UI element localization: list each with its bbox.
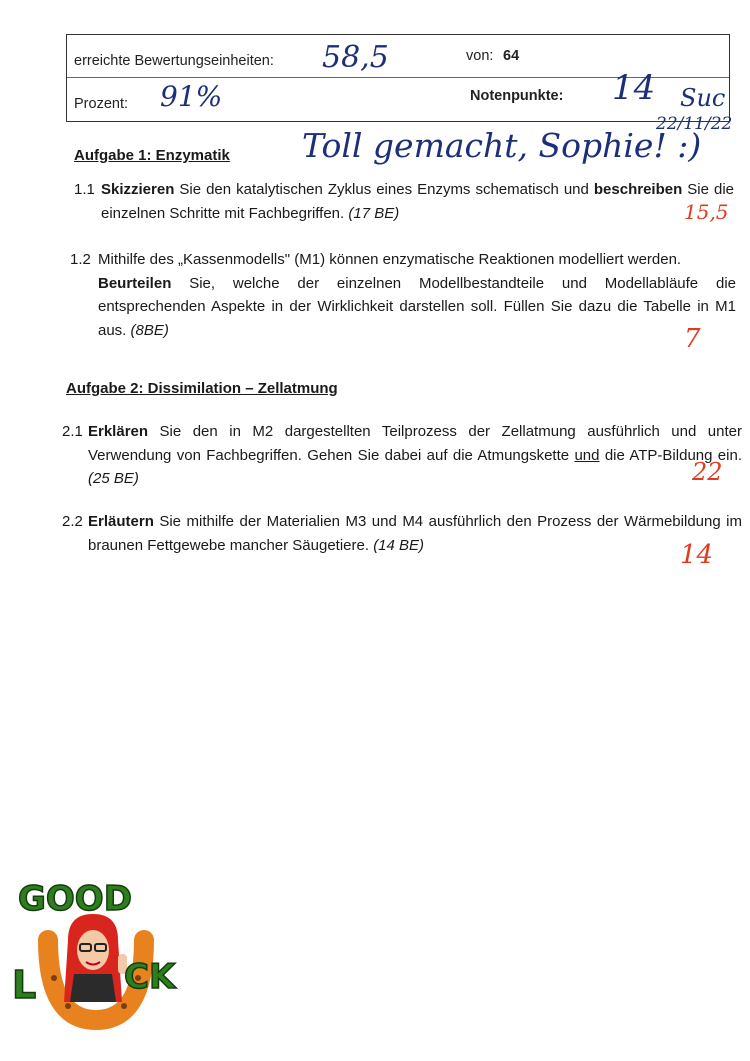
task-text: Sie, welche der einzelnen Modellbestandteile und Modellabläufe die entsprechenden Aspekte in der Wirklichkeit darstellen soll. Füllen Sie dazu die Tabelle in M1 aus. bbox=[98, 274, 736, 339]
percent-label: Prozent: bbox=[74, 96, 128, 112]
task-points: (17 BE) bbox=[348, 204, 400, 222]
task-1-2-score: 7 bbox=[684, 324, 701, 354]
of-label: von: bbox=[466, 48, 494, 64]
task-2-2 bbox=[62, 510, 742, 560]
svg-text:L: L bbox=[12, 963, 37, 1007]
task-points: (8BE) bbox=[130, 321, 169, 339]
grade-value: 14 bbox=[612, 68, 656, 108]
task-text: Sie den katalytischen Zyklus eines Enzyms schematisch und bbox=[174, 181, 594, 198]
section1-heading: Aufgabe 1: Enzymatik bbox=[74, 147, 230, 164]
task-operator: Erklären bbox=[88, 423, 149, 440]
task-text: Sie den in M2 dargestellten Teilprozess der Zellatmung ausführlich und unter Verwendung von Fachbegriffen. Gehen Sie dabei auf die Atmungskette bbox=[88, 423, 742, 464]
task-1-1-score: 15,5 bbox=[684, 200, 729, 224]
points-label: erreichte Bewertungseinheiten: bbox=[74, 53, 274, 69]
grader-initials: Suc bbox=[680, 84, 726, 112]
task-2-2-score: 14 bbox=[680, 540, 714, 570]
task-points: (25 BE) bbox=[88, 470, 139, 487]
task-operator: Skizzieren bbox=[101, 181, 175, 198]
task-text-continued: Sie die einzelnen Schritte mit Fachbegriffen. bbox=[101, 181, 734, 222]
good-luck-sticker bbox=[8, 870, 183, 1030]
grading-date: 22/11/22 bbox=[656, 114, 733, 134]
task-points: (14 BE) bbox=[373, 536, 425, 554]
task-underlined-word: und bbox=[574, 446, 600, 464]
task-2-1-score: 22 bbox=[692, 458, 723, 486]
task-operator: Erläutern bbox=[88, 513, 154, 530]
task-text: Sie mithilfe der Materialien M3 und M4 ausführlich den Prozess der Wärmebildung im braunen Fettgewebe mancher Säugetiere. bbox=[88, 513, 742, 554]
task-number: 2.1 bbox=[62, 423, 83, 440]
task-number: 1.2 bbox=[70, 251, 91, 268]
teacher-comment: Toll gemacht, Sophie! :) bbox=[302, 126, 702, 165]
points-value: 58,5 bbox=[322, 40, 389, 75]
avatar-icon bbox=[64, 914, 127, 1002]
task-2-1 bbox=[62, 420, 742, 492]
task-1-1 bbox=[74, 178, 734, 228]
task-1-2 bbox=[70, 248, 736, 343]
svg-text:CK: CK bbox=[124, 957, 176, 997]
of-value: 64 bbox=[503, 48, 520, 64]
svg-text:GOOD: GOOD bbox=[18, 879, 132, 919]
task-operator: Beurteilen bbox=[98, 274, 172, 292]
task-intro: Mithilfe des „Kassenmodells" (M1) können enzymatische Reaktionen modelliert werden. bbox=[98, 251, 682, 268]
task-number: 2.2 bbox=[62, 513, 83, 530]
section2-heading: Aufgabe 2: Dissimilation – Zellatmung bbox=[66, 380, 338, 397]
task-number: 1.1 bbox=[74, 181, 95, 198]
task-text-continued: die ATP-Bildung ein. bbox=[599, 446, 742, 464]
grade-label: Notenpunkte: bbox=[470, 88, 564, 104]
task-operator-2: beschreiben bbox=[593, 181, 683, 198]
percent-value: 91% bbox=[160, 80, 223, 113]
